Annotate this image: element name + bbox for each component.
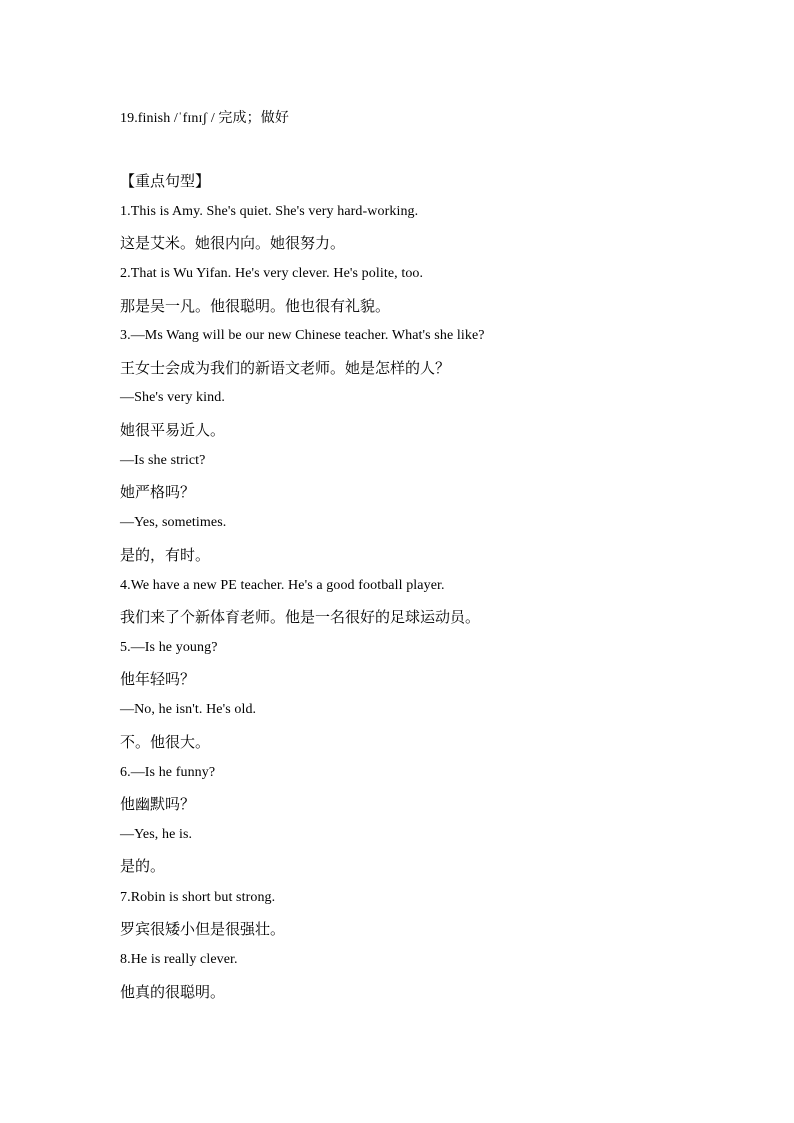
sentence-6-english: 6.—Is he funny? xyxy=(120,765,216,780)
sentence-2-english: 2.That is Wu Yifan. He's very clever. He's polite, too. xyxy=(120,266,424,281)
sentence-7-english: 7.Robin is short but strong. xyxy=(120,890,276,905)
sentence-6-reply-chinese: 是的。 xyxy=(120,857,166,875)
sentence-3-chinese: 王女士会成为我们的新语文老师。她是怎样的人？ xyxy=(120,359,451,377)
sentence-3-answer-chinese: 是的，有时。 xyxy=(120,546,211,564)
sentence-4-english: 4.We have a new PE teacher. He's a good football player. xyxy=(120,578,445,593)
section-heading-key-sentences: 【重点句型】 xyxy=(120,172,211,190)
vocab-item-finish: 19.finish /ˈfɪnɪʃ / 完成；做好 xyxy=(120,111,289,126)
sentence-8-chinese: 他真的很聪明。 xyxy=(120,983,226,1001)
sentence-5-reply-english: —No, he isn't. He's old. xyxy=(120,702,257,717)
sentence-6-chinese: 他幽默吗？ xyxy=(120,795,196,813)
sentence-3-english: 3.—Ms Wang will be our new Chinese teacher. What's she like? xyxy=(120,328,485,343)
sentence-3-question-english: —Is she strict? xyxy=(120,453,206,468)
sentence-1-chinese: 这是艾米。她很内向。她很努力。 xyxy=(120,234,346,252)
sentence-8-english: 8.He is really clever. xyxy=(120,952,238,967)
sentence-3-question-chinese: 她严格吗？ xyxy=(120,483,196,501)
sentence-5-chinese: 他年轻吗？ xyxy=(120,670,196,688)
sentence-4-chinese: 我们来了个新体育老师。他是一名很好的足球运动员。 xyxy=(120,608,481,626)
sentence-5-reply-chinese: 不。他很大。 xyxy=(120,733,211,751)
sentence-3-reply-english: —She's very kind. xyxy=(120,390,225,405)
sentence-1-english: 1.This is Amy. She's quiet. She's very hard-working. xyxy=(120,204,419,219)
sentence-7-chinese: 罗宾很矮小但是很强壮。 xyxy=(120,920,286,938)
sentence-5-english: 5.—Is he young? xyxy=(120,640,218,655)
sentence-6-reply-english: —Yes, he is. xyxy=(120,827,193,842)
sentence-2-chinese: 那是吴一凡。他很聪明。他也很有礼貌。 xyxy=(120,297,391,315)
sentence-3-reply-chinese: 她很平易近人。 xyxy=(120,421,226,439)
sentence-3-answer-english: —Yes, sometimes. xyxy=(120,515,227,530)
